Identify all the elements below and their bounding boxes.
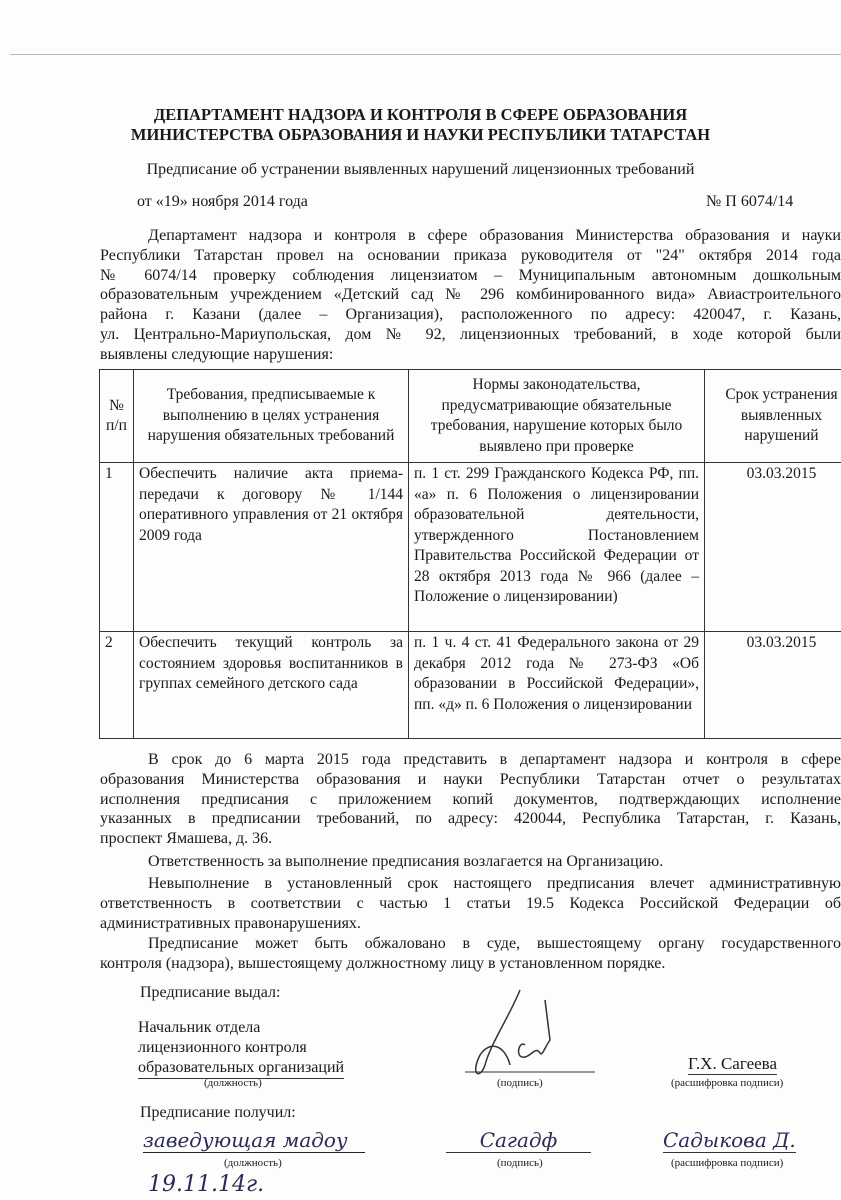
- issuer-position: [138, 1018, 344, 1079]
- text-line: района г. Казани (далее – Организация), расположенного по адресу: 420047, г. Казань,: [100, 306, 841, 324]
- header-norms: Нормы законодательства, предусматривающие обязательные требования, нарушение которых было выявлено при проверке: [409, 370, 705, 463]
- text-line: В срок до 6 марта 2015 года представить в департамент надзора и контроля в сфере: [148, 751, 841, 768]
- title-line-2: МИНИСТЕРСТВА ОБРАЗОВАНИЯ И НАУКИ РЕСПУБЛИКИ ТАТАРСТАН: [130, 125, 711, 144]
- text-line: контроля (надзора), вышестоящему должностному лицу в установленном порядке.: [100, 954, 666, 972]
- document-subtitle: Предписание об устранении выявленных нарушений лицензионных требований: [146, 161, 695, 178]
- recipient-signature-caption: (подпись): [497, 1157, 543, 1169]
- recipient-position-caption: (должность): [224, 1157, 282, 1169]
- scan-edge-line: [10, 54, 841, 55]
- report-paragraph: [100, 750, 841, 849]
- document-title: [0, 105, 841, 145]
- position-line: Начальник отдела: [138, 1019, 261, 1036]
- text-line: Ответственность за выполнение предписания возлагается на Организацию.: [148, 853, 664, 870]
- row-requirement: Обеспечить текущий контроль за состоянием здоровья воспитанников в группах семейного детского сада: [134, 632, 409, 739]
- text-line: Департамент надзора и контроля в сфере образования Министерства образования и науки: [148, 227, 841, 244]
- text-line: исполнения предписания с приложением копий документов, подтверждающих исполнение: [100, 790, 841, 808]
- issuer-position-caption: (должность): [204, 1077, 262, 1089]
- issuer-name: Г.Х. Сагеева: [688, 1054, 778, 1073]
- responsibility-paragraph: [100, 852, 841, 872]
- received-date: 19.11.14г.: [148, 1172, 265, 1197]
- position-line: образовательных организаций: [138, 1058, 344, 1079]
- table-row: [100, 632, 841, 739]
- text-line: ответственность в соответствии с частью 1 статьи 19.5 Кодекса Российской Федерации об: [100, 894, 841, 912]
- header-requirements: Требования, предписываемые к выполнению в целях устранения нарушения обязательных требований: [134, 370, 409, 463]
- position-line: лицензионного контроля: [138, 1039, 307, 1056]
- text-line: Предписание может быть обжаловано в суде, вышестоящему органу государственного: [148, 935, 841, 952]
- issued-label: Предписание выдал:: [140, 984, 281, 1001]
- recipient-signature: Сагадф: [446, 1128, 591, 1153]
- document-number: № П 6074/14: [706, 193, 794, 210]
- text-line: административных правонарушениях.: [100, 914, 361, 932]
- violations-table: [99, 369, 841, 739]
- row-requirement: Обеспечить наличие акта приема-передачи к договору № 1/144 оперативного управления от 21 октября 2009 года: [134, 463, 409, 632]
- text-line: Невыполнение в установленный срок настоящего предписания влечет административную: [148, 875, 841, 892]
- text-line: указанных в предписании требований, по адресу: 420044, Республика Татарстан, г. Казань,: [100, 810, 841, 828]
- text-line: выявлены следующие нарушения:: [100, 345, 334, 363]
- row-norm: п. 1 ст. 299 Гражданского Кодекса РФ, пп. «а» п. 6 Положения о лицензировании образовательной деятельности, утвержденного Постановлением Правительства Российской Федерации от 28 октября 2013 года № 966 (далее – Положение о лицензировании): [409, 463, 705, 632]
- title-line-1: ДЕПАРТАМЕНТ НАДЗОРА И КОНТРОЛЯ В СФЕРЕ ОБРАЗОВАНИЯ: [153, 105, 688, 124]
- row-number: 2: [100, 632, 134, 739]
- text-line: Республики Татарстан провел на основании приказа руководителя от "24" октября 2014 года: [100, 246, 841, 264]
- text-line: образовательным учреждением «Детский сад № 296 комбинированного вида» Авиастроительного: [100, 286, 841, 304]
- row-deadline: 03.03.2015: [705, 632, 841, 739]
- recipient-name-caption: (расшифровка подписи): [671, 1157, 784, 1169]
- text-line: проспект Ямашева, д. 36.: [100, 830, 273, 848]
- row-deadline: 03.03.2015: [705, 463, 841, 632]
- recipient-name: Садыкова Д.: [663, 1128, 796, 1152]
- header-number: № п/п: [100, 370, 134, 463]
- penalty-paragraph: [100, 874, 841, 933]
- appeal-paragraph: [100, 934, 841, 974]
- table-row: [100, 463, 841, 632]
- row-number: 1: [100, 463, 134, 632]
- text-line: ул. Центрально-Мариупольская, дом № 92, лицензионных требований, в ходе которой были: [100, 325, 841, 343]
- row-norm: п. 1 ч. 4 ст. 41 Федерального закона от 29 декабря 2012 года № 273-ФЗ «Об образовании в Российской Федерации», пп. «д» п. 6 Положения о лицензировании: [409, 632, 705, 739]
- header-deadline: Срок устранения выявленных нарушений: [705, 370, 841, 463]
- issuer-name-caption: (расшифровка подписи): [671, 1077, 784, 1089]
- text-line: образования Министерства образования и науки Республики Татарстан отчет о результатах: [100, 770, 841, 788]
- intro-paragraph: [100, 226, 841, 365]
- received-label: Предписание получил:: [140, 1104, 296, 1121]
- document-date: от «19» ноября 2014 года: [137, 193, 308, 210]
- table-header-row: [100, 370, 841, 463]
- issuer-signature: [450, 985, 600, 1085]
- issuer-signature-caption: (подпись): [497, 1077, 543, 1089]
- recipient-position: заведующая мадоу: [143, 1128, 365, 1153]
- text-line: № 6074/14 проверку соблюдения лицензиатом – Муниципальным автономным дошкольным: [100, 266, 841, 284]
